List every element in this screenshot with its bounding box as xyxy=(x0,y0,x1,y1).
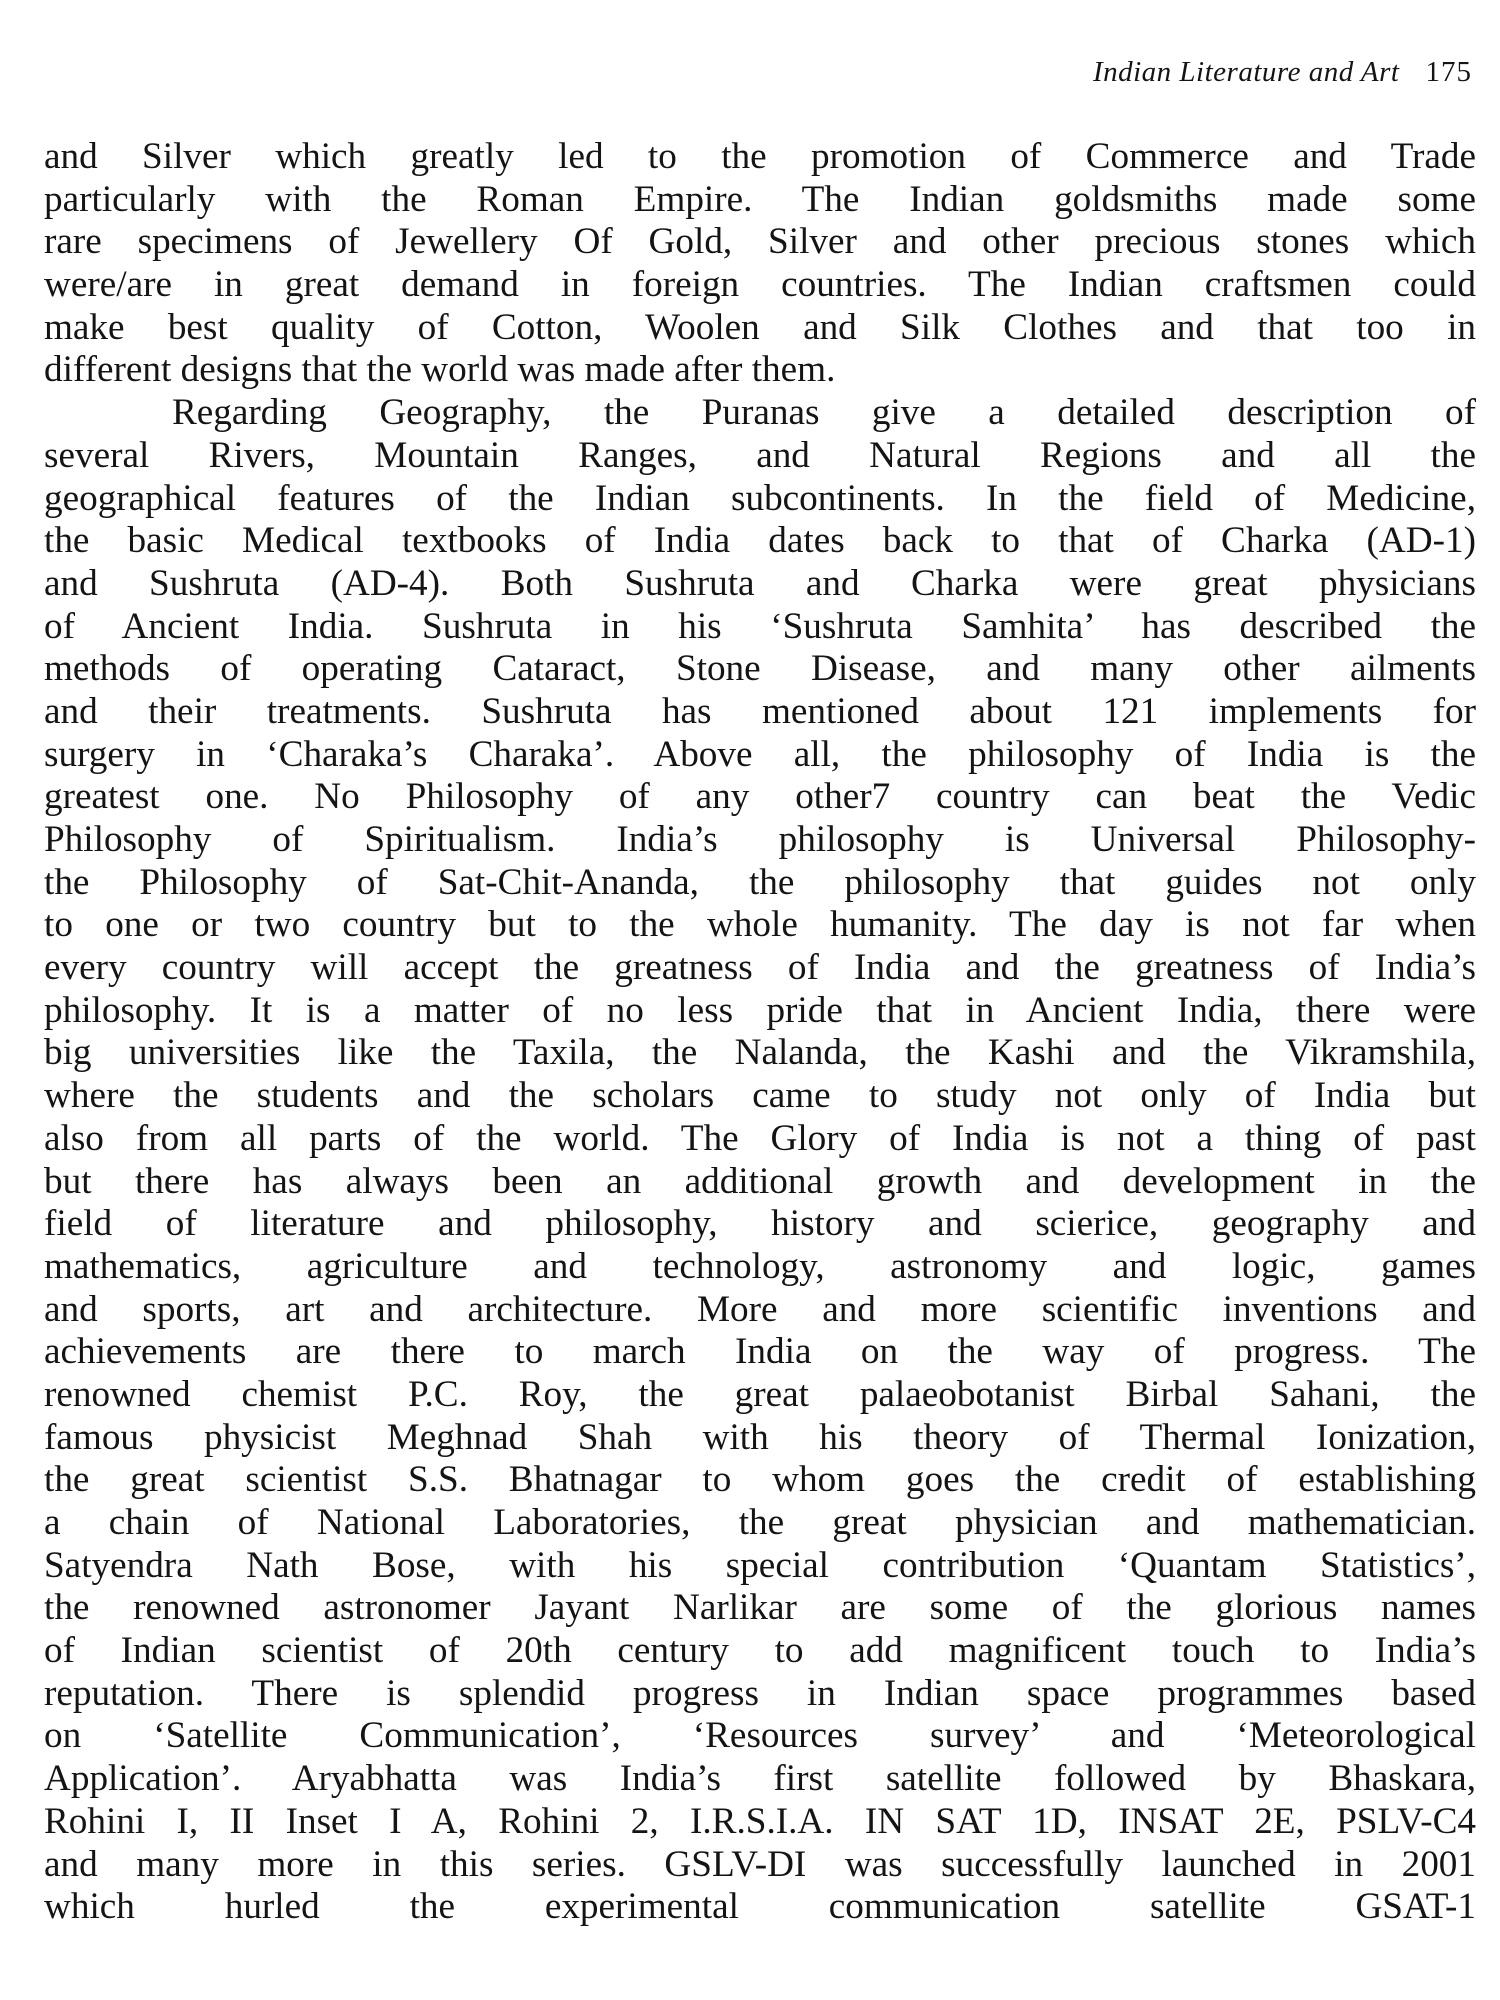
text-line: the great scientist S.S. Bhatnagar to whom goes the credit of establishing xyxy=(44,1459,1476,1501)
text-line: methods of operating Cataract, Stone Disease, and many other ailments xyxy=(44,648,1476,690)
text-line: philosophy. It is a matter of no less pride that in Ancient India, there were xyxy=(44,989,1476,1031)
text-line: the Philosophy of Sat-Chit-Ananda, the philosophy that guides not only xyxy=(44,861,1476,903)
text-line: big universities like the Taxila, the Nalanda, the Kashi and the Vikramshila, xyxy=(44,1032,1476,1074)
text-line: and their treatments. Sushruta has mentioned about 121 implements for xyxy=(44,690,1476,732)
text-line: famous physicist Meghnad Shah with his theory of Thermal Ionization, xyxy=(44,1416,1476,1458)
text-line: Satyendra Nath Bose, with his special contribution ‘Quantam Statistics’, xyxy=(44,1544,1476,1586)
text-line: but there has always been an additional growth and development in the xyxy=(44,1160,1476,1202)
text-line: rare specimens of Jewellery Of Gold, Silver and other precious stones which xyxy=(44,221,1476,263)
text-line: reputation. There is splendid progress in Indian space programmes based xyxy=(44,1672,1476,1714)
text-line: renowned chemist P.C. Roy, the great palaeobotanist Birbal Sahani, the xyxy=(44,1373,1476,1415)
text-line: different designs that the world was made after them. xyxy=(44,349,836,391)
running-head xyxy=(1093,56,1472,89)
text-line: also from all parts of the world. The Glory of India is not a thing of past xyxy=(44,1117,1476,1159)
body-text xyxy=(44,136,1476,1929)
text-line: every country will accept the greatness of India and the greatness of India’s xyxy=(44,947,1476,989)
text-line: surgery in ‘Charaka’s Charaka’. Above all, the philosophy of India is the xyxy=(44,733,1476,775)
text-line: achievements are there to march India on the way of progress. The xyxy=(44,1331,1476,1373)
text-line: several Rivers, Mountain Ranges, and Natural Regions and all the xyxy=(44,434,1476,476)
text-line: particularly with the Roman Empire. The Indian goldsmiths made some xyxy=(44,178,1476,220)
text-line: and Silver which greatly led to the promotion of Commerce and Trade xyxy=(44,136,1476,177)
text-line: of Ancient India. Sushruta in his ‘Sushruta Samhita’ has described the xyxy=(44,605,1476,647)
text-line: on ‘Satellite Communication’, ‘Resources survey’ and ‘Meteorological xyxy=(44,1715,1476,1757)
text-line: Application’. Aryabhatta was India’s first satellite followed by Bhaskara, xyxy=(44,1758,1476,1800)
text-line: Regarding Geography, the Puranas give a detailed description of xyxy=(172,392,1476,434)
text-line: and sports, art and architecture. More and more scientific inventions and xyxy=(44,1288,1476,1330)
running-title: Indian Literature and Art xyxy=(1092,56,1400,88)
text-line: and many more in this series. GSLV-DI was successfully launched in 2001 xyxy=(44,1843,1476,1885)
text-line: the basic Medical textbooks of India dates back to that of Charka (AD-1) xyxy=(44,520,1476,562)
text-line: geographical features of the Indian subcontinents. In the field of Medicine, xyxy=(44,477,1476,519)
text-line: a chain of National Laboratories, the great physician and mathematician. xyxy=(44,1502,1476,1543)
text-line: which hurled the experimental communication satellite GSAT-1 xyxy=(44,1886,1476,1928)
paragraph xyxy=(44,136,1476,392)
text-line: and Sushruta (AD-4). Both Sushruta and Charka were great physicians xyxy=(44,562,1476,604)
text-line: make best quality of Cotton, Woolen and Silk Clothes and that too in xyxy=(44,306,1476,348)
text-line: Philosophy of Spiritualism. India’s philosophy is Universal Philosophy- xyxy=(44,819,1476,860)
text-line: field of literature and philosophy, history and scierice, geography and xyxy=(44,1203,1476,1245)
paragraph xyxy=(44,392,1476,1929)
text-line: were/are in great demand in foreign countries. The Indian craftsmen could xyxy=(44,264,1476,306)
page-number: 175 xyxy=(1425,56,1472,88)
text-line: to one or two country but to the whole humanity. The day is not far when xyxy=(44,904,1476,946)
text-line: Rohini I, II Inset I A, Rohini 2, I.R.S.I.A. IN SAT 1D, INSAT 2E, PSLV-C4 xyxy=(44,1800,1476,1842)
text-line: where the students and the scholars came to study not only of India but xyxy=(44,1075,1476,1117)
text-line: of Indian scientist of 20th century to add magnificent touch to India’s xyxy=(44,1630,1476,1672)
text-line: the renowned astronomer Jayant Narlikar are some of the glorious names xyxy=(44,1587,1476,1629)
text-line: mathematics, agriculture and technology, astronomy and logic, games xyxy=(44,1245,1476,1287)
text-line: greatest one. No Philosophy of any other7 country can beat the Vedic xyxy=(44,776,1476,818)
